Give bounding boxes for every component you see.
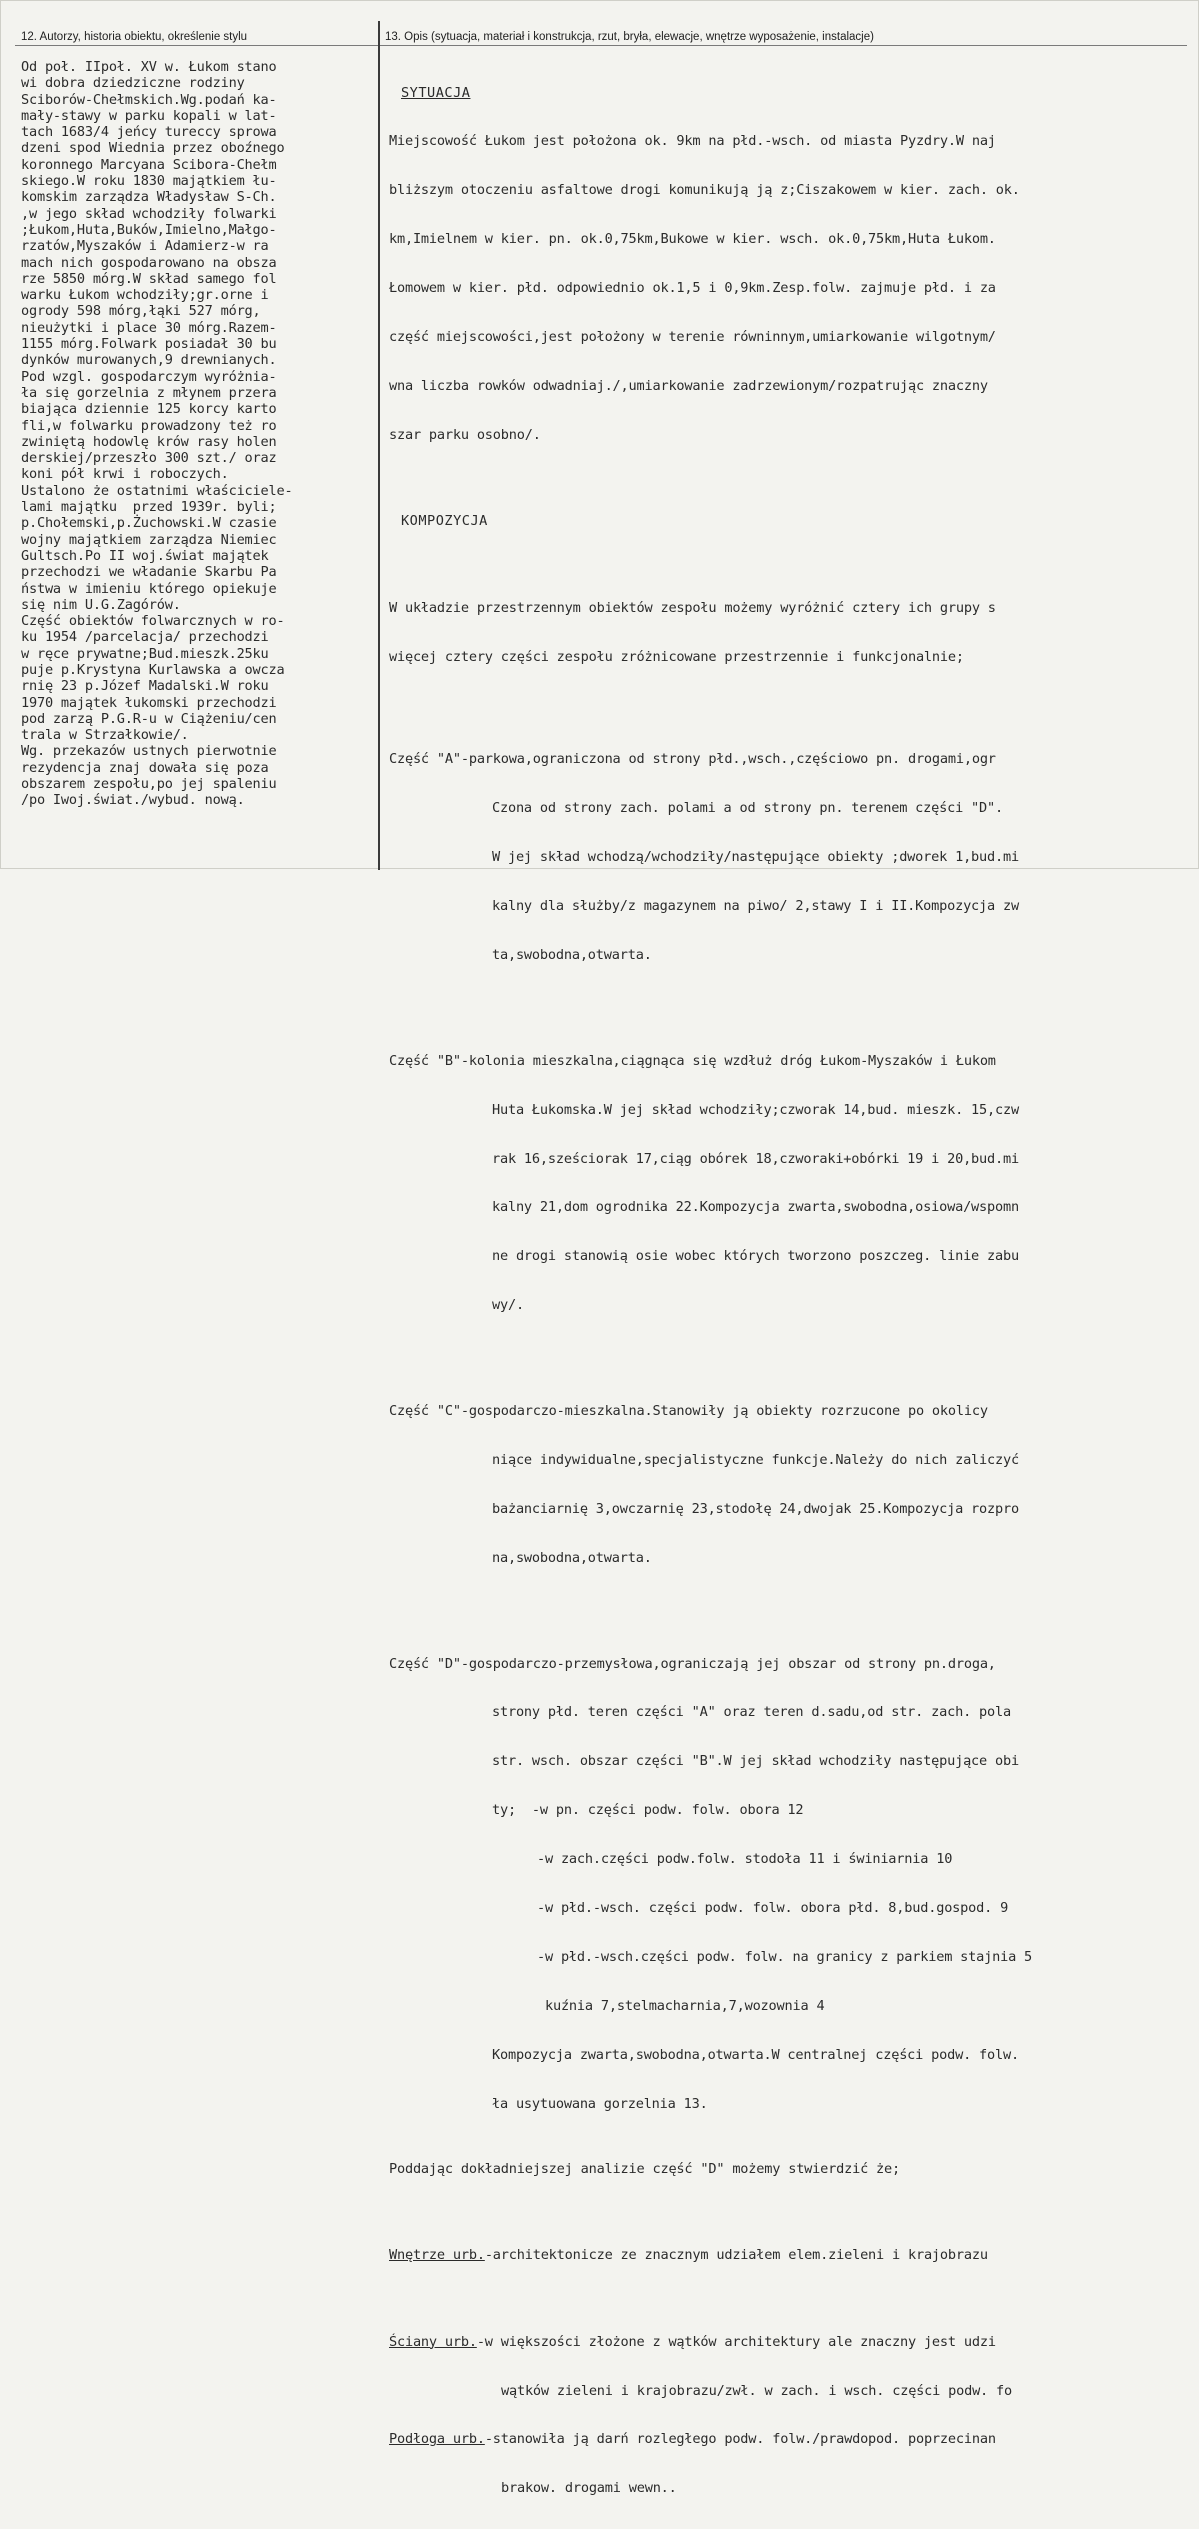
history-line: przechodzi we władanie Skarbu Pa <box>21 564 277 581</box>
history-line: 1970 majątek łukomski przechodzi <box>21 694 277 711</box>
history-line: ku 1954 /parcelacja/ przechodzi <box>21 629 269 646</box>
history-line: wojny majątkiem zarządza Niemiec <box>21 531 277 548</box>
part-d-lead: Część "D"-gospodarczo-przemysłowa,ograniczają jej obszar od strony pn.droga, <box>389 1655 996 1672</box>
part-b-line: ne drogi stanowią osie wobec których tworzono poszczeg. linie zabu <box>492 1248 1019 1265</box>
composition-intro-line: więcej cztery części zespołu zróżnicowane przestrzennie i funkcjonalnie; <box>389 648 964 665</box>
situation-line: Miejscowość Łukom jest położona ok. 9km na płd.-wsch. od miasta Pyzdry.W naj <box>389 133 996 150</box>
history-line: obszarem zespołu,po jej spaleniu <box>21 776 277 793</box>
history-line: rzatów,Myszaków i Adamierz-w ra <box>21 238 269 255</box>
history-line: rnię 23 p.Józef Madalski.W roku <box>21 678 269 695</box>
history-line: się nim U.G.Zagórów. <box>21 596 181 613</box>
part-a-line: ta,swobodna,otwarta. <box>492 947 652 964</box>
history-line: lami majątku przed 1939r. byli; <box>21 499 277 516</box>
part-b-line: kalny 21,dom ogrodnika 22.Kompozycja zwarta,swobodna,osiowa/wspomn <box>492 1199 1019 1216</box>
history-line: p.Chołemski,p.Żuchowski.W czasie <box>21 515 277 532</box>
history-line: rze 5850 mórg.W skład samego fol <box>21 270 277 287</box>
description-text-column <box>389 52 1193 2529</box>
history-line: ;Łukom,Huta,Buków,Imielno,Małgo- <box>21 221 277 238</box>
history-line: derskiej/przeszło 300 szt./ oraz <box>21 450 277 467</box>
situation-line: Łomowem w kier. płd. odpowiednio ok.1,5 i 0,9km.Zesp.folw. zajmuje płd. i za <box>389 280 996 297</box>
part-b-line: rak 16,sześciorak 17,ciąg obórek 18,czworaki+obórki 19 i 20,bud.mi <box>492 1150 1019 1167</box>
situation-line: część miejscowości,jest położony w terenie równinnym,umiarkowanie wilgotnym/ <box>389 329 996 346</box>
part-d-composition-line: Kompozycja zwarta,swobodna,otwarta.W centralnej części podw. folw. <box>492 2046 1019 2063</box>
history-line: /po Iwoj.świat./wybud. nową. <box>21 792 245 809</box>
history-line: dynków murowanych,9 drewnianych. <box>21 352 277 369</box>
situation-line: szar parku osobno/. <box>389 426 541 443</box>
history-line: Część obiektów folwarcznych w ro- <box>21 613 285 630</box>
situation-heading: SYTUACJA <box>401 84 471 101</box>
interior-label: Wnętrze urb. <box>389 2247 485 2264</box>
section-12-title: 12. Autorzy, historia obiektu, określenie stylu <box>21 31 248 43</box>
history-line: Ustalono że ostatnimi właściciele- <box>21 482 293 499</box>
composition-intro-line: W układzie przestrzennym obiektów zespołu możemy wyróżnić cztery ich grupy s <box>389 599 996 616</box>
history-line: wi dobra dziedziczne rodziny <box>21 75 245 92</box>
history-line: trala w Strzałkowie/. <box>21 727 189 744</box>
history-line: biająca dziennie 125 korcy karto <box>21 401 277 418</box>
floor-label: Podłoga urb. <box>389 2431 485 2448</box>
header-rule <box>15 45 1187 46</box>
history-line: Pod wzgl. gospodarczym wyróżnia- <box>21 368 277 385</box>
history-line: dzeni spod Wiednia przez oboźnego <box>21 140 285 157</box>
part-d-line: str. wsch. obszar części "B".W jej skład wchodziły następujące obi <box>492 1753 1019 1770</box>
situation-line: km,Imielnem w kier. pn. ok.0,75km,Bukowe w kier. wsch. ok.0,75km,Huta Łukom. <box>389 231 996 248</box>
history-line: mach nich gospodarowano na obsza <box>21 254 277 271</box>
history-line: Od poł. IIpoł. XV w. Łukom stano <box>21 59 277 75</box>
part-d-line: strony płd. teren części "A" oraz teren d.sadu,od str. zach. pola <box>492 1704 1011 1721</box>
walls-continuation: wątków zieleni i krajobrazu/zwł. w zach. i wsch. części podw. fo <box>501 2382 1012 2399</box>
history-line: komskim zarządza Władysław S-Ch. <box>21 189 277 206</box>
part-b-line: wy/. <box>492 1297 524 1314</box>
part-d-line: ty; -w pn. części podw. folw. obora 12 <box>492 1802 804 1819</box>
part-a-line: kalny dla służby/z magazynem na piwo/ 2,stawy I i II.Kompozycja zw <box>492 898 1019 915</box>
history-line: w ręce prywatne;Bud.mieszk.25ku <box>21 645 269 662</box>
history-line: ogrody 598 mórg,łąki 527 mórg, <box>21 303 261 320</box>
analysis-line: Poddając dokładniejszej analizie część "D" możemy stwierdzić że; <box>389 2160 900 2177</box>
interior-text: -architektonicze ze znacznym udziałem elem.zieleni i krajobrazu <box>484 2247 988 2264</box>
part-d-sub-line: -w zach.części podw.folw. stodoła 11 i świniarnia 10 <box>537 1851 953 1868</box>
history-line: fli,w folwarku prowadzony też ro <box>21 417 277 434</box>
history-line: pod zarzą P.G.R-u w Ciążeniu/cen <box>21 710 277 727</box>
part-d-sub-line: -w płd.-wsch. części podw. folw. obora płd. 8,bud.gospod. 9 <box>537 1899 1009 1916</box>
history-line: nieużytki i place 30 mórg.Razem- <box>21 319 277 336</box>
situation-line: wna liczba rowków odwadniaj./,umiarkowanie zadrzewionym/rozpatrując znaczny <box>389 377 988 394</box>
walls-text: -w większości złożone z wątków architektury ale znaczny jest udzi <box>476 2333 996 2350</box>
walls-entry <box>389 2334 1193 2350</box>
situation-line: bliższym otoczeniu asfaltowe drogi komunikują ją z;Ciszakowem w kier. zach. ok. <box>389 182 1020 199</box>
history-line: koronnego Marcyana Scibora-Chełm <box>21 156 277 173</box>
part-a-lead: Część "A"-parkowa,ograniczona od strony płd.,wsch.,częściowo pn. drogami,ogr <box>389 751 996 768</box>
history-line: skiego.W roku 1830 majątkiem łu- <box>21 173 277 190</box>
walls-label: Ściany urb. <box>389 2333 477 2350</box>
part-d-sub-line: -w płd.-wsch.części podw. folw. na granicy z parkiem stajnia 5 <box>537 1948 1033 1965</box>
part-d-composition-line: ła usytuowana gorzelnia 13. <box>492 2095 708 2112</box>
part-c-line: bażanciarnię 3,owczarnię 23,stodołę 24,dwojak 25.Kompozycja rozpro <box>492 1500 1019 1517</box>
part-b-lead: Część "B"-kolonia mieszkalna,ciągnąca się wzdłuż dróg Łukom-Myszaków i Łukom <box>389 1052 996 1069</box>
history-line: ła się gorzelnia z młynem przera <box>21 384 277 401</box>
history-text-column <box>21 59 373 809</box>
history-line: 1155 mórg.Folwark posiadał 30 bu <box>21 336 277 353</box>
part-d-sub-line: kuźnia 7,stelmacharnia,7,wozownia 4 <box>537 1997 825 2014</box>
interior-entry <box>389 2247 1193 2263</box>
history-line: rezydencja znaj dowała się poza <box>21 759 269 776</box>
part-b-line: Huta Łukomska.W jej skład wchodziły;czworak 14,bud. mieszk. 15,czw <box>492 1101 1019 1118</box>
part-c-line: na,swobodna,otwarta. <box>492 1549 652 1566</box>
part-a-line: W jej skład wchodzą/wchodziły/następujące obiekty ;dworek 1,bud.mi <box>492 849 1019 866</box>
history-line: Wg. przekazów ustnych pierwotnie <box>21 743 277 760</box>
history-line: warku Łukom wchodziły;gr.orne i <box>21 287 269 304</box>
composition-heading: KOMPOZYCJA <box>401 513 488 530</box>
history-line: koni pół krwi i roboczych. <box>21 466 229 483</box>
history-line: zwiniętą hodowlę krów rasy holen <box>21 433 277 450</box>
column-divider <box>378 21 380 870</box>
history-line: mały-stawy w parku kopali w lat- <box>21 107 277 124</box>
part-c-lead: Część "C"-gospodarczo-mieszkalna.Stanowiły ją obiekty rozrzucone po okolicy <box>389 1403 988 1420</box>
history-line: Gultsch.Po II woj.świat majątek <box>21 547 269 564</box>
floor-text: -stanowiła ją darń rozległego podw. folw./prawdopod. poprzecinan <box>484 2431 996 2448</box>
history-line: ,w jego skład wchodziły folwarki <box>21 205 277 222</box>
section-13-title: 13. Opis (sytuacja, materiał i konstrukcja, rzut, bryła, elewacje, wnętrze wyposażenie, instalacje) <box>385 31 874 43</box>
part-a-line: Czona od strony zach. polami a od strony pn. terenem części "D". <box>492 800 1003 817</box>
history-line: puje p.Krystyna Kurlawska a owcza <box>21 661 285 678</box>
history-line: tach 1683/4 jeńcy tureccy sprowa <box>21 124 277 141</box>
floor-entry <box>389 2431 1193 2447</box>
history-line: ństwa w imieniu którego opiekuje <box>21 580 277 597</box>
floor-continuation: brakow. drogami wewn.. <box>501 2480 677 2497</box>
history-line: Sciborów-Chełmskich.Wg.podań ka- <box>21 91 277 108</box>
part-c-line: niące indywidualne,specjalistyczne funkcje.Należy do nich zaliczyć <box>492 1451 1019 1468</box>
